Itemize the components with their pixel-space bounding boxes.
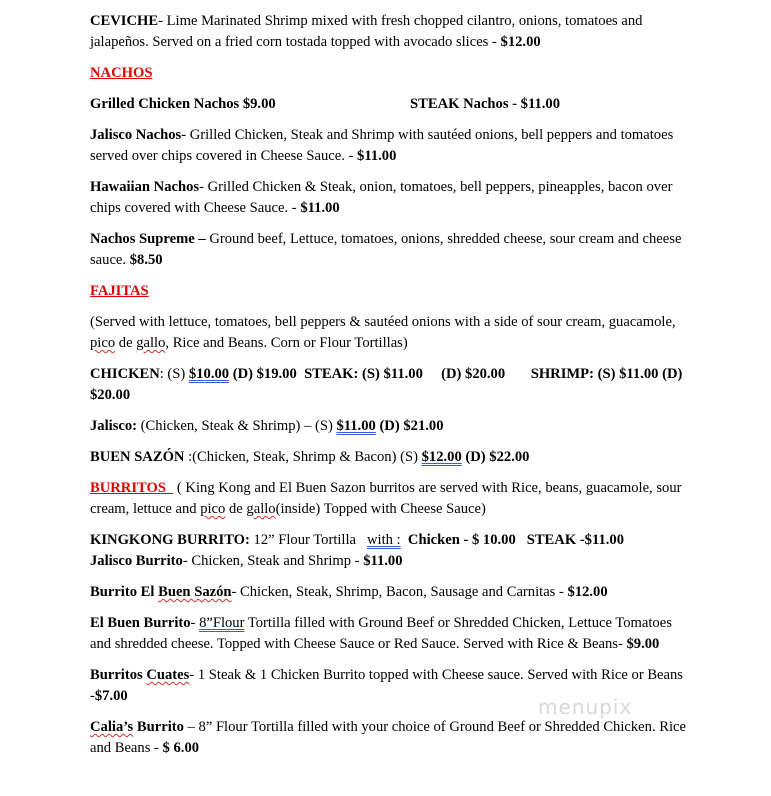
calia-name-2: Burrito [133, 719, 184, 735]
elbuen-burrito-flour: 8”Flour [199, 615, 245, 631]
nachos-supreme-desc: Ground beef, Lettuce, tomatoes, onions, shredded cheese, sour cream and cheese sauce. [90, 231, 682, 268]
elbuen-burrito-price: $9.00 [626, 636, 660, 652]
fajita-jalisco-s: $11.00 [336, 418, 376, 434]
fajita-shrimp-s: (S) $11.00 [593, 366, 659, 382]
jalisco-burrito-name: Jalisco Burrito [90, 553, 183, 569]
elbuen-sazon-name-b: Buen Sazón [158, 584, 232, 600]
jalisco-nachos-name: Jalisco Nachos [90, 127, 182, 143]
burritos-note [90, 478, 690, 520]
fajita-chicken-s-price: $10.00 [188, 366, 230, 382]
fajitas-note-text: (Served with lettuce, tomatoes, bell peppers & sautéed onions with a side of sour cream, guacamole, [90, 314, 676, 330]
fajita-buen-s: $12.00 [421, 449, 462, 465]
calia-desc: – 8” Flour Tortilla filled with your choice of Ground Beef or Shredded Chicken. Rice and Beans - [90, 719, 686, 756]
jalisco-nachos-item [90, 125, 690, 167]
fajita-chicken-label: CHICKEN [90, 366, 160, 382]
cuates-name-a: Burritos [90, 667, 147, 683]
fajitas-note-pico: pico [90, 335, 116, 351]
elbuen-burrito-name: El Buen Burrito [90, 615, 191, 631]
ceviche-desc: - Lime Marinated Shrimp mixed with fresh chopped cilantro, onions, tomatoes and jalapeños. Served on a fried corn tostada topped with avocado slices - [90, 13, 643, 50]
fajita-jalisco-label: Jalisco: [90, 418, 138, 434]
fajita-chicken-d: (D) $19.00 [232, 366, 297, 382]
fajita-buen-desc: :(Chicken, Steak, Shrimp & Bacon) (S) [184, 449, 422, 465]
jalisco-nachos-price: $11.00 [357, 148, 397, 164]
fajitas-note-end: , Rice and Beans. Corn or Flour Tortillas) [165, 335, 408, 351]
calia-price: $ 6.00 [162, 740, 200, 756]
burritos-note-text: ( King Kong and El Buen Sazon burritos are served with Rice, beans, guacamole, sour cream, lettuce and [90, 480, 682, 517]
fajita-shrimp-d: (D) $20.00 [90, 366, 683, 403]
fajita-steak-prices: : (S) $11.00 (D) $20.00 [353, 366, 506, 382]
ceviche-price: $12.00 [500, 34, 541, 50]
jalisco-burrito-item [90, 551, 690, 572]
fajitas-prices-item [90, 364, 690, 406]
burritos-note-de: de [225, 501, 247, 517]
burritos-note-gallo: gallo [246, 501, 276, 517]
fajita-jalisco-desc: (Chicken, Steak & Shrimp) – (S) [137, 418, 337, 434]
menupix-watermark: menupix [538, 695, 633, 719]
fajita-jalisco-d: (D) $21.00 [375, 418, 444, 434]
fajitas-note-gallo: gallo [136, 335, 166, 351]
fajitas-note-de: de [115, 335, 137, 351]
ceviche-name: CEVICHE [90, 13, 159, 29]
fajita-buen-item [90, 447, 690, 468]
kingkong-with: with : [366, 532, 401, 548]
nachos-supreme-price: $8.50 [129, 252, 163, 268]
steak-nachos: STEAK Nachos - $11.00 [410, 96, 561, 112]
kingkong-item [90, 530, 690, 551]
cuates-price: $7.00 [94, 688, 128, 704]
ceviche-item [90, 11, 690, 53]
cuates-name-b: Cuates [146, 667, 190, 683]
burritos-note-pico: pico [200, 501, 226, 517]
fajita-buen-label: BUEN SAZÓN [90, 449, 185, 465]
hawaiian-nachos-name: Hawaiian Nachos [90, 179, 200, 195]
nachos-basic-row [90, 94, 690, 115]
elbuen-burrito-item [90, 613, 690, 655]
elbuen-burrito-dash: - [190, 615, 200, 631]
fajita-buen-d: (D) $22.00 [461, 449, 530, 465]
hawaiian-nachos-desc: - Grilled Chicken & Steak, onion, tomatoes, bell peppers, pineapples, bacon over chips covered with Cheese Sauce. - [90, 179, 673, 216]
calia-item [90, 717, 690, 759]
kingkong-name: KINGKONG BURRITO: [90, 532, 250, 548]
hawaiian-nachos-price: $11.00 [300, 200, 340, 216]
nachos-supreme-item [90, 229, 690, 271]
kingkong-prices: Chicken - $ 10.00 STEAK -$11.00 [400, 532, 625, 548]
fajita-steak-label: STEAK [304, 366, 354, 382]
grilled-chicken-nachos: Grilled Chicken Nachos $9.00 [90, 96, 276, 112]
elbuen-sazon-name-a: Burrito El [90, 584, 159, 600]
elbuen-burrito-desc: Tortilla filled with Ground Beef or Shredded Chicken, Lettuce Tomatoes and shredded cheese. Topped with Cheese Sauce or Red Sauce. Served with Rice & Beans- [90, 615, 672, 652]
jalisco-nachos-desc: - Grilled Chicken, Steak and Shrimp with sautéed onions, bell peppers and tomatoes served over chips covered in Cheese Sauce. - [90, 127, 674, 164]
fajitas-note [90, 312, 690, 354]
jalisco-burrito-desc: - Chicken, Steak and Shrimp - [182, 553, 364, 569]
fajita-jalisco-item [90, 416, 690, 437]
kingkong-desc: 12” Flour Tortilla [249, 532, 367, 548]
nachos-heading: NACHOS [90, 65, 153, 81]
cuates-desc: - 1 Steak & 1 Chicken Burrito topped with Cheese sauce. Served with Rice or Beans - [90, 667, 683, 704]
elbuen-sazon-desc: - Chicken, Steak, Shrimp, Bacon, Sausage and Carnitas - [231, 584, 568, 600]
elbuen-sazon-item [90, 582, 690, 603]
burritos-note-end: (inside) Topped with Cheese Sauce) [275, 501, 486, 517]
burritos-heading: BURRITOS [90, 480, 174, 496]
elbuen-sazon-price: $12.00 [567, 584, 608, 600]
hawaiian-nachos-item [90, 177, 690, 219]
fajita-shrimp-label: SHRIMP: [530, 366, 594, 382]
nachos-supreme-name: Nachos Supreme – [90, 231, 206, 247]
calia-name: Calia’s [90, 719, 134, 735]
fajita-chicken-s: : (S) [159, 366, 189, 382]
menu-page [90, 11, 690, 769]
jalisco-burrito-price: $11.00 [363, 553, 403, 569]
fajitas-heading: FAJITAS [90, 283, 149, 299]
